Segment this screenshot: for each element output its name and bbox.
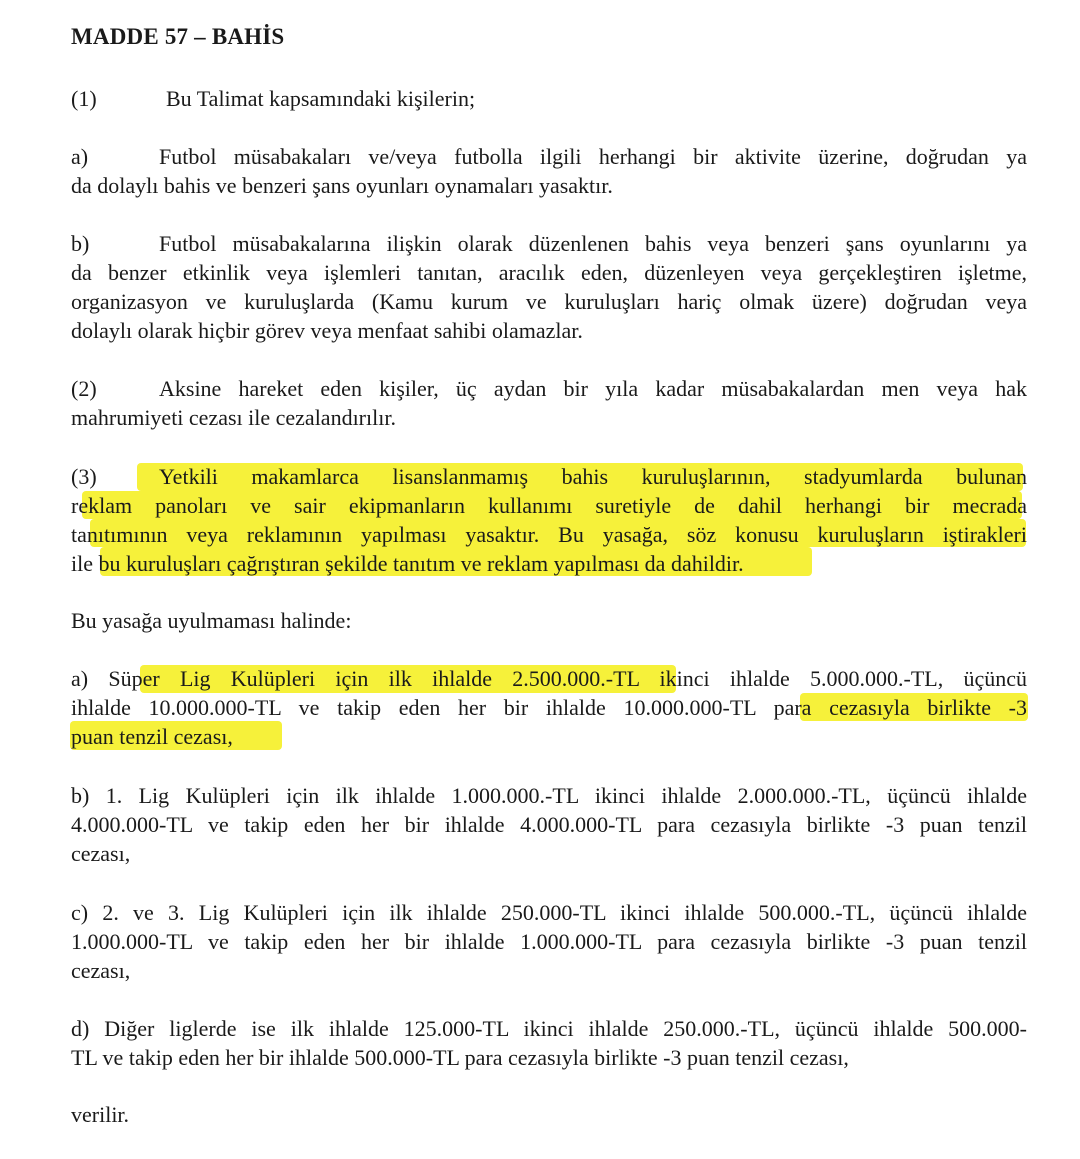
paragraph-text: Bu Talimat kapsamındaki kişilerin; (166, 86, 476, 111)
clause-number: a) (71, 144, 89, 169)
penalty-line: puan tenzil cezası, (71, 724, 233, 749)
penalty-line: b) 1. Lig Kulüpleri için ilk ihlalde 1.000.000.-TL ikinci ihlalde 2.000.000.-TL, üçüncü ihlalde (71, 783, 1027, 808)
penalty-line: cezası, (71, 958, 131, 983)
penalty-line: a) Süper Lig Kulüpleri için ilk ihlalde 2.500.000.-TL ikinci ihlalde 5.000.000.-TL, üçüncü (71, 666, 1027, 691)
clause-line: da dolaylı bahis ve benzeri şans oyunları oynamaları yasaktır. (71, 173, 613, 198)
paragraph-2 (71, 374, 1027, 432)
clause-line: b) Futbol müsabakalarına ilişkin olarak düzenlenen bahis veya benzeri şans oyunlarını ya (71, 231, 1027, 256)
penalty-line: d) Diğer liglerde ise ilk ihlalde 125.000-TL ikinci ihlalde 250.000.-TL, üçüncü ihlalde 500.000- (71, 1016, 1027, 1041)
paragraph-line: tanıtımının veya reklamının yapılması yasaktır. Bu yasağa, söz konusu kuruluşların iştirakleri (71, 522, 1027, 547)
clause-line: organizasyon ve kuruluşlarda (Kamu kurum ve kuruluşları hariç olmak üzere) doğrudan veya (71, 289, 1027, 314)
penalty-intro: Bu yasağa uyulmaması halinde: (71, 608, 352, 633)
penalty-c (71, 898, 1027, 985)
penalty-line: TL ve takip eden her bir ihlalde 500.000-TL para cezasıyla birlikte -3 puan tenzil cezası, (71, 1045, 849, 1070)
clause-a (71, 142, 1027, 200)
paragraph-1 (71, 84, 475, 113)
paragraph-line: reklam panoları ve sair ekipmanların kullanımı suretiyle de dahil herhangi bir mecrada (71, 493, 1027, 518)
paragraph-line: ile bu kuruluşları çağrıştıran şekilde tanıtım ve reklam yapılması da dahildir. (71, 551, 744, 576)
penalty-line: ihlalde 10.000.000-TL ve takip eden her bir ihlalde 10.000.000-TL para cezasıyla birlikte -3 (71, 695, 1027, 720)
paragraph-line: mahrumiyeti cezası ile cezalandırılır. (71, 405, 396, 430)
paragraph-3-highlighted (71, 462, 1027, 578)
paragraph-line: (2) Aksine hareket eden kişiler, üç aydan bir yıla kadar müsabakalardan men veya hak (71, 376, 1027, 401)
closing-text: verilir. (71, 1102, 130, 1127)
penalty-a (71, 664, 1027, 751)
paragraph-number: (2) (71, 376, 97, 401)
paragraph-line: (3) Yetkili makamlarca lisanslanmamış bahis kuruluşlarının, stadyumlarda bulunan (71, 464, 1027, 489)
penalty-line: 4.000.000-TL ve takip eden her bir ihlalde 4.000.000-TL para cezasıyla birlikte -3 puan tenzil (71, 812, 1027, 837)
penalty-line: c) 2. ve 3. Lig Kulüpleri için ilk ihlalde 250.000-TL ikinci ihlalde 500.000.-TL, üçüncü ihlalde (71, 900, 1027, 925)
penalty-line: cezası, (71, 841, 131, 866)
penalty-b (71, 781, 1027, 868)
penalty-d (71, 1014, 1027, 1072)
clause-line: da benzer etkinlik veya işlemleri tanıtan, aracılık eden, düzenleyen veya gerçekleştiren işletme, (71, 260, 1027, 285)
penalty-line: 1.000.000-TL ve takip eden her bir ihlalde 1.000.000-TL para cezasıyla birlikte -3 puan tenzil (71, 929, 1027, 954)
article-title: MADDE 57 – BAHİS (71, 24, 285, 49)
paragraph-number: (1) (71, 86, 97, 111)
clause-line: dolaylı olarak hiçbir görev veya menfaat sahibi olamazlar. (71, 318, 583, 343)
clause-b (71, 229, 1027, 345)
paragraph-number: (3) (71, 464, 97, 489)
clause-number: b) (71, 231, 90, 256)
clause-line: a) Futbol müsabakaları ve/veya futbolla ilgili herhangi bir aktivite üzerine, doğrudan ya (71, 144, 1027, 169)
